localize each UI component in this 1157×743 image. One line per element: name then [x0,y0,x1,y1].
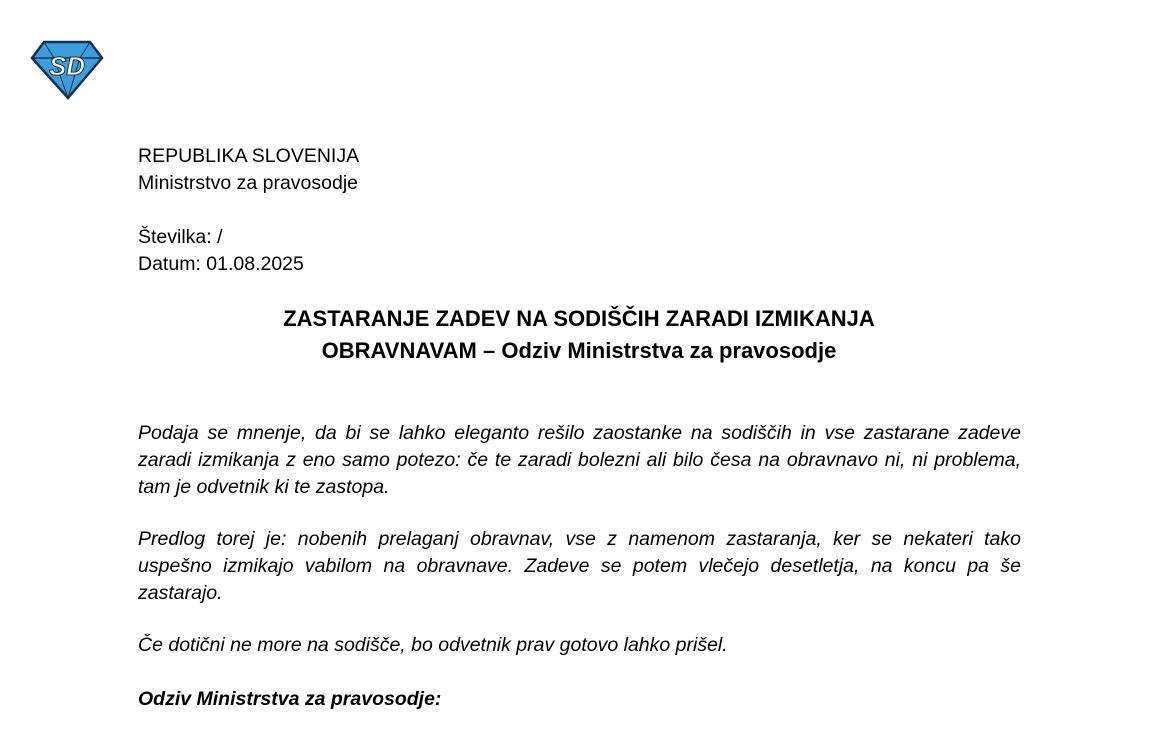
paragraph-proposal: Podaja se mnenje, da bi se lahko eleganto rešilo zaostanke na sodiščih in vse zastarane zadeve zaradi izmikanja z eno samo potezo: če te zaradi bolezni ali bilo česa na obravnavo ni, ni problema, tam je odvetnik ki te zastopa. [138,422,1021,498]
country-name: REPUBLIKA SLOVENIJA [138,145,360,167]
sds-diamond-logo-icon [30,40,104,100]
paragraph-lawyer: Če dotični ne more na sodišče, bo odvetnik prav gotovo lahko prišel. [138,634,728,656]
response-heading: Odziv Ministrstva za pravosodje: [138,688,442,710]
title-line-1: ZASTARANJE ZADEV NA SODIŠČIH ZARADI IZMIKANJA [283,306,875,331]
sds-logo [30,40,104,100]
document-header [138,143,359,278]
sds-logo-letters: SD [48,51,86,81]
document-title [138,303,1020,367]
title-line-2: OBRAVNAVAM – Odziv Ministrstva za pravosodje [321,338,837,363]
document-date: Datum: 01.08.2025 [138,253,304,275]
document-number: Številka: / [138,226,223,248]
ministry-name: Ministrstvo za pravosodje [138,172,359,194]
paragraph-suggestion: Predlog torej je: nobenih prelaganj obravnav, vse z namenom zastaranja, ker se nekateri tako uspešno izmikajo vabilom na obravnave. Zadeve se potem vlečejo desetletja, na koncu pa še zastarajo. [138,528,1021,604]
